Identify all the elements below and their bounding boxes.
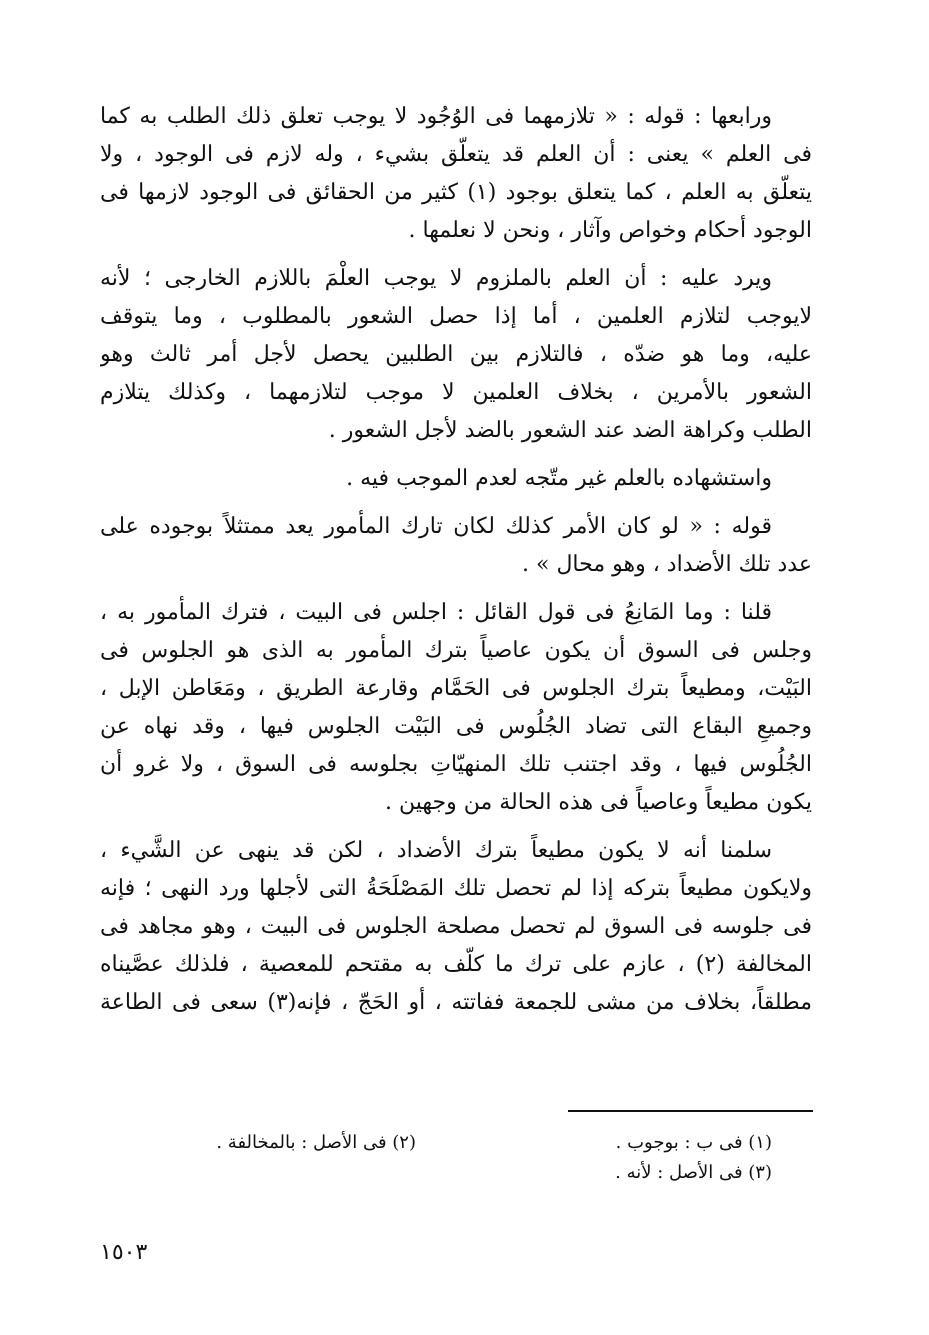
text-line: الوجود أحكام وخواص وآثار ، ونحن لا نعلمها . bbox=[408, 218, 812, 243]
paragraph-4 bbox=[100, 508, 812, 584]
text-line: سلمنا أنه لا يكون مطيعاً بترك الأضداد ، لكن قد ينهى عن الشَّيء ، bbox=[100, 838, 772, 863]
text-line: قوله : « لو كان الأمر كذلك لكان تارك المأمور يعد ممتثلاً بوجوده على bbox=[100, 514, 772, 539]
text-line: عليه، وما هو ضدّه ، فالتلازم بين الطلبين يحصل لأجل أمر ثالث وهو bbox=[100, 342, 812, 367]
text-line: يتعلّق به العلم ، كما يتعلق بوجود (١) كثير من الحقائق فى الوجود لازمها فى bbox=[100, 180, 812, 205]
footnote-1: (١) فى ب : بوجوب . bbox=[615, 1132, 772, 1153]
text-line: البَيْت، ومطيعاً بترك الجلوس فى الحَمَّام وقارعة الطريق ، ومَعَاطن الإبل ، bbox=[100, 676, 812, 701]
text-line: عدد تلك الأضداد ، وهو محال » . bbox=[522, 552, 812, 577]
text-line: ولايكون مطيعاً بتركه إذا لم تحصل تلك المَصْلَحَةُ التى لأجلها ورد النهى ؛ فإنه bbox=[100, 876, 812, 901]
text-line: فى العلم » يعنى : أن العلم قد يتعلّق بشيء ، وله لازم فى الوجود ، ولا bbox=[100, 142, 812, 167]
page-number: ١٥٠٣ bbox=[100, 1240, 148, 1265]
text-line: واستشهاده بالعلم غير متّجه لعدم الموجب فيه . bbox=[346, 466, 772, 491]
text-line: الجُلُوس فيها ، وقد اجتنب تلك المنهيّاتِ بجلوسه فى السوق ، ولا غرو أن bbox=[100, 752, 812, 777]
paragraph-2 bbox=[100, 260, 812, 450]
text-line: قلنا : وما المَانِعُ فى قول القائل : اجلس فى البيت ، فترك المأمور به ، bbox=[100, 600, 772, 625]
footnote-row bbox=[100, 1158, 812, 1188]
text-line: المخالفة (٢) ، عازم على ترك ما كلّف به مقتحم للمعصية ، فلذلك عصَّيناه bbox=[100, 952, 812, 977]
footnotes bbox=[100, 1128, 812, 1188]
paragraph-6 bbox=[100, 832, 812, 1022]
document-body bbox=[100, 98, 812, 1032]
footnote-row bbox=[100, 1128, 812, 1158]
text-line: لايوجب لتلازم العلمين ، أما إذا حصل الشعور بالمطلوب ، وما يتوقف bbox=[100, 304, 812, 329]
text-line: وجلس فى السوق أن يكون عاصياً بترك المأمور به الذى هو الجلوس فى bbox=[100, 638, 812, 663]
paragraph-1 bbox=[100, 98, 812, 250]
text-line: ويرد عليه : أن العلم بالملزوم لا يوجب العلْمَ باللازم الخارجى ؛ لأنه bbox=[100, 266, 772, 291]
text-line: يكون مطيعاً وعاصياً فى هذه الحالة من وجهين . bbox=[384, 790, 812, 815]
text-line: فى جلوسه فى السوق لم تحصل مصلحة الجلوس فى البيت ، وهو مجاهد فى bbox=[100, 914, 812, 939]
text-line: مطلقاً، بخلاف من مشى للجمعة ففاتته ، أو الحَجّ ، فإنه(٣) سعى فى الطاعة bbox=[100, 990, 812, 1015]
text-line: ورابعها : قوله : « تلازمهما فى الوُجُود لا يوجب تعلق ذلك الطلب به كما bbox=[100, 104, 772, 129]
paragraph-5 bbox=[100, 594, 812, 822]
text-line: الشعور بالأمرين ، بخلاف العلمين لا موجب لتلازمهما ، وكذلك يتلازم bbox=[100, 380, 812, 405]
footnote-3: (٣) فى الأصل : لأنه . bbox=[615, 1162, 772, 1183]
footnote-2: (٢) فى الأصل : بالمخالفة . bbox=[216, 1132, 416, 1153]
text-line: الطلب وكراهة الضد عند الشعور بالضد لأجل الشعور . bbox=[328, 418, 812, 443]
text-line: وجميعِ البقاع التى تضاد الجُلُوس فى البَيْت الجلوس فيها ، وقد نهاه عن bbox=[100, 714, 812, 739]
paragraph-3 bbox=[100, 460, 812, 498]
footnote-separator bbox=[568, 1110, 813, 1112]
